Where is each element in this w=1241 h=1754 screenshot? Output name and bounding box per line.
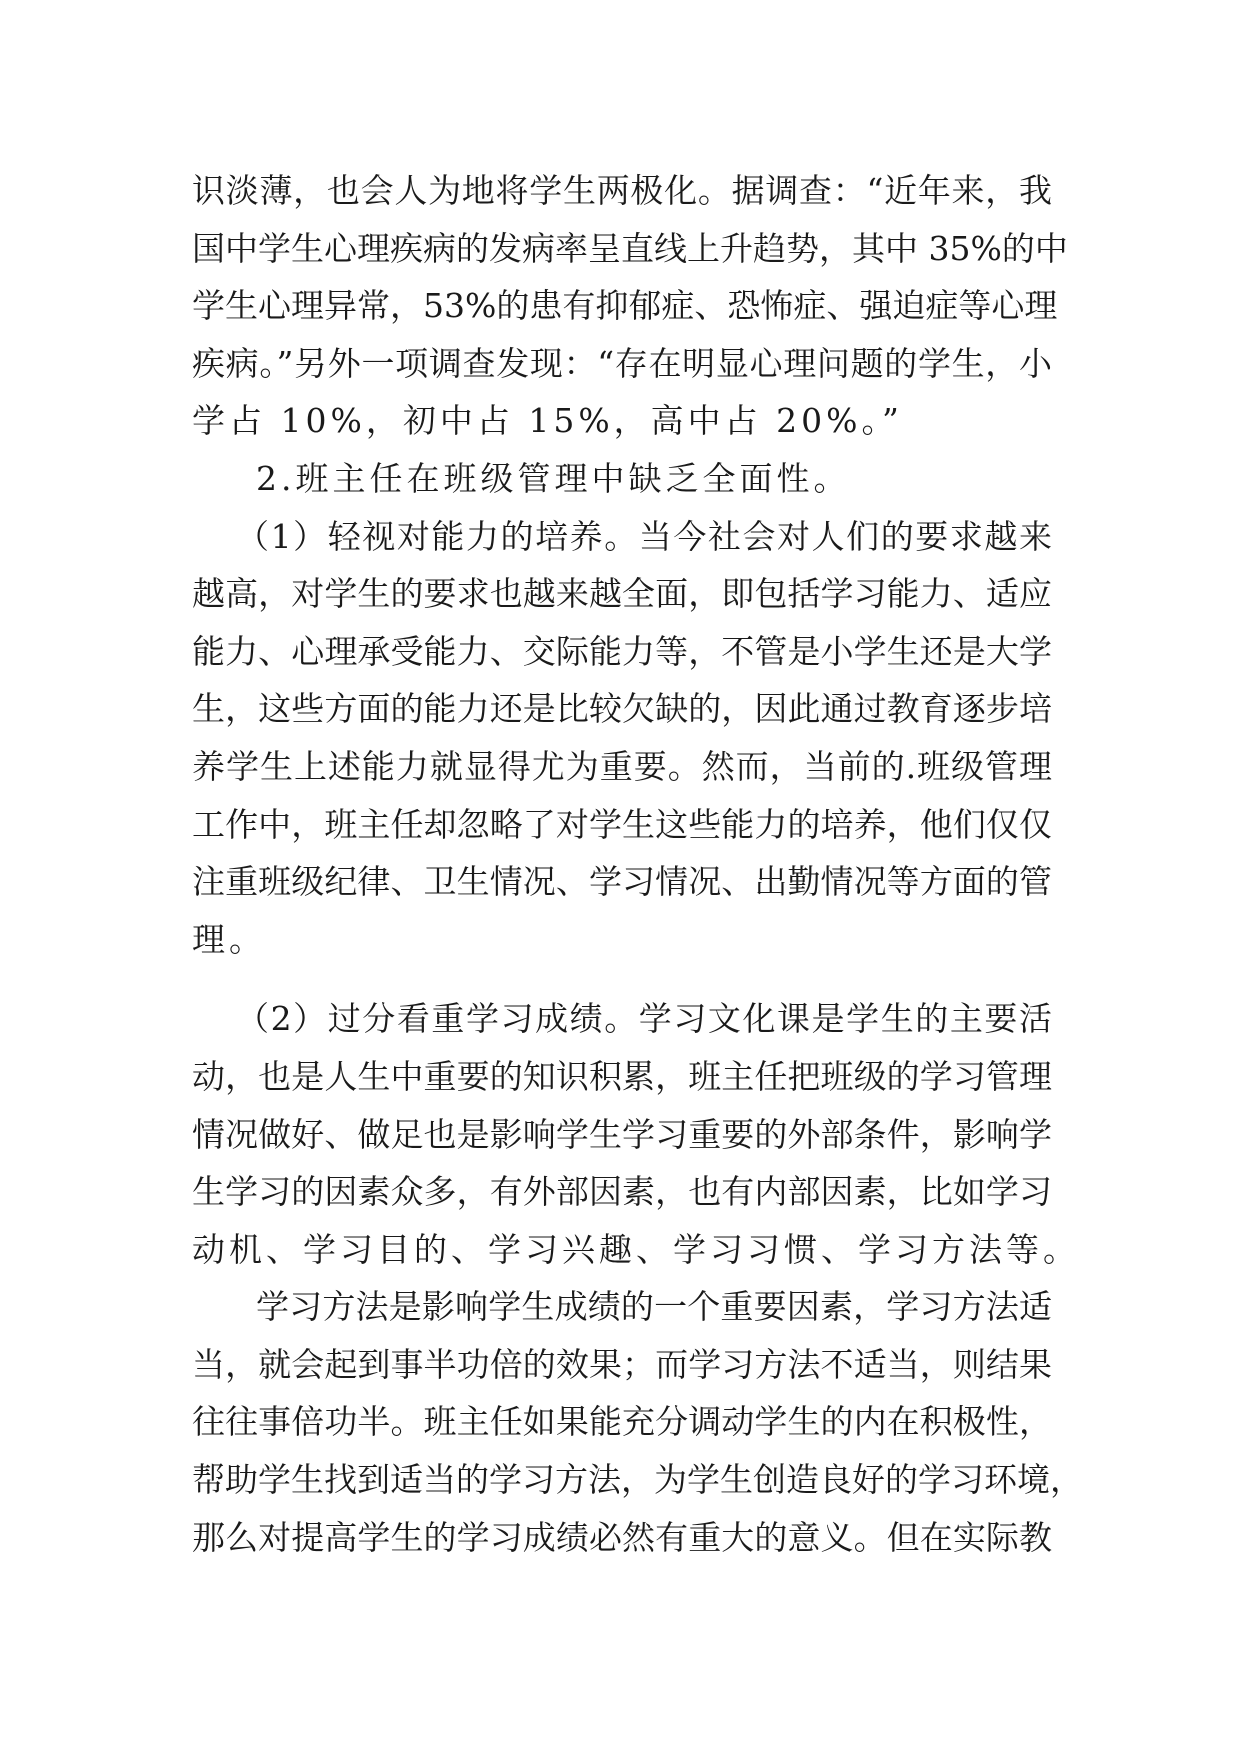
text-line: 学占 10%，初中占 15%，高中占 20%。”: [192, 401, 903, 441]
text-line: 工作中，班主任却忽略了对学生这些能力的培养，他们仅仅: [192, 804, 1052, 844]
text-line: 识淡薄，也会人为地将学生两极化。据调查：“近年来，我: [192, 171, 1052, 210]
text-line: 往往事倍功半。班主任如果能充分调动学生的内在积极性，: [192, 1402, 1052, 1442]
paragraph-gap: [192, 968, 1052, 990]
text-line: （1）轻视对能力的培养。当今社会对人们的要求越来: [236, 516, 1052, 556]
text-line: 学习方法是影响学生成绩的一个重要因素，学习方法适: [256, 1287, 1052, 1327]
text-line: 理。: [192, 919, 266, 959]
text-line: 注重班级纪律、卫生情况、学习情况、出勤情况等方面的管: [192, 862, 1052, 902]
text-line: 帮助学生找到适当的学习方法，为学生创造良好的学习环境，: [192, 1460, 1083, 1500]
text-line: 学生心理异常，53%的患有抑郁症、恐怖症、强迫症等心理: [192, 286, 1058, 326]
text-line: 动机、学习目的、学习兴趣、学习习惯、学习方法等。: [192, 1229, 1080, 1269]
text-line: 国中学生心理疾病的发病率呈直线上升趋势，其中 35%的中: [192, 228, 1068, 268]
text-line: 生，这些方面的能力还是比较欠缺的，因此通过教育逐步培: [192, 689, 1052, 729]
section-heading: 2.班主任在班级管理中缺乏全面性。: [256, 458, 851, 498]
text-line: 当，就会起到事半功倍的效果；而学习方法不适当，则结果: [192, 1344, 1052, 1384]
text-line: 养学生上述能力就显得尤为重要。然而，当前的.班级管理: [192, 746, 1052, 786]
text-line: （2）过分看重学习成绩。学习文化课是学生的主要活: [236, 999, 1052, 1039]
body-text: [192, 162, 1083, 1566]
text-line: 疾病。”另外一项调查发现：“存在明显心理问题的学生，小: [192, 343, 1052, 383]
text-line: 越高，对学生的要求也越来越全面，即包括学习能力、适应: [192, 574, 1052, 614]
text-line: 情况做好、做足也是影响学生学习重要的外部条件，影响学: [192, 1114, 1052, 1154]
text-line: 动，也是人生中重要的知识积累，班主任把班级的学习管理: [192, 1056, 1052, 1096]
text-line: 能力、心理承受能力、交际能力等，不管是小学生还是大学: [192, 631, 1052, 671]
text-line: 那么对提高学生的学习成绩必然有重大的意义。但在实际教: [192, 1517, 1052, 1557]
text-line: 生学习的因素众多，有外部因素，也有内部因素，比如学习: [192, 1172, 1052, 1212]
